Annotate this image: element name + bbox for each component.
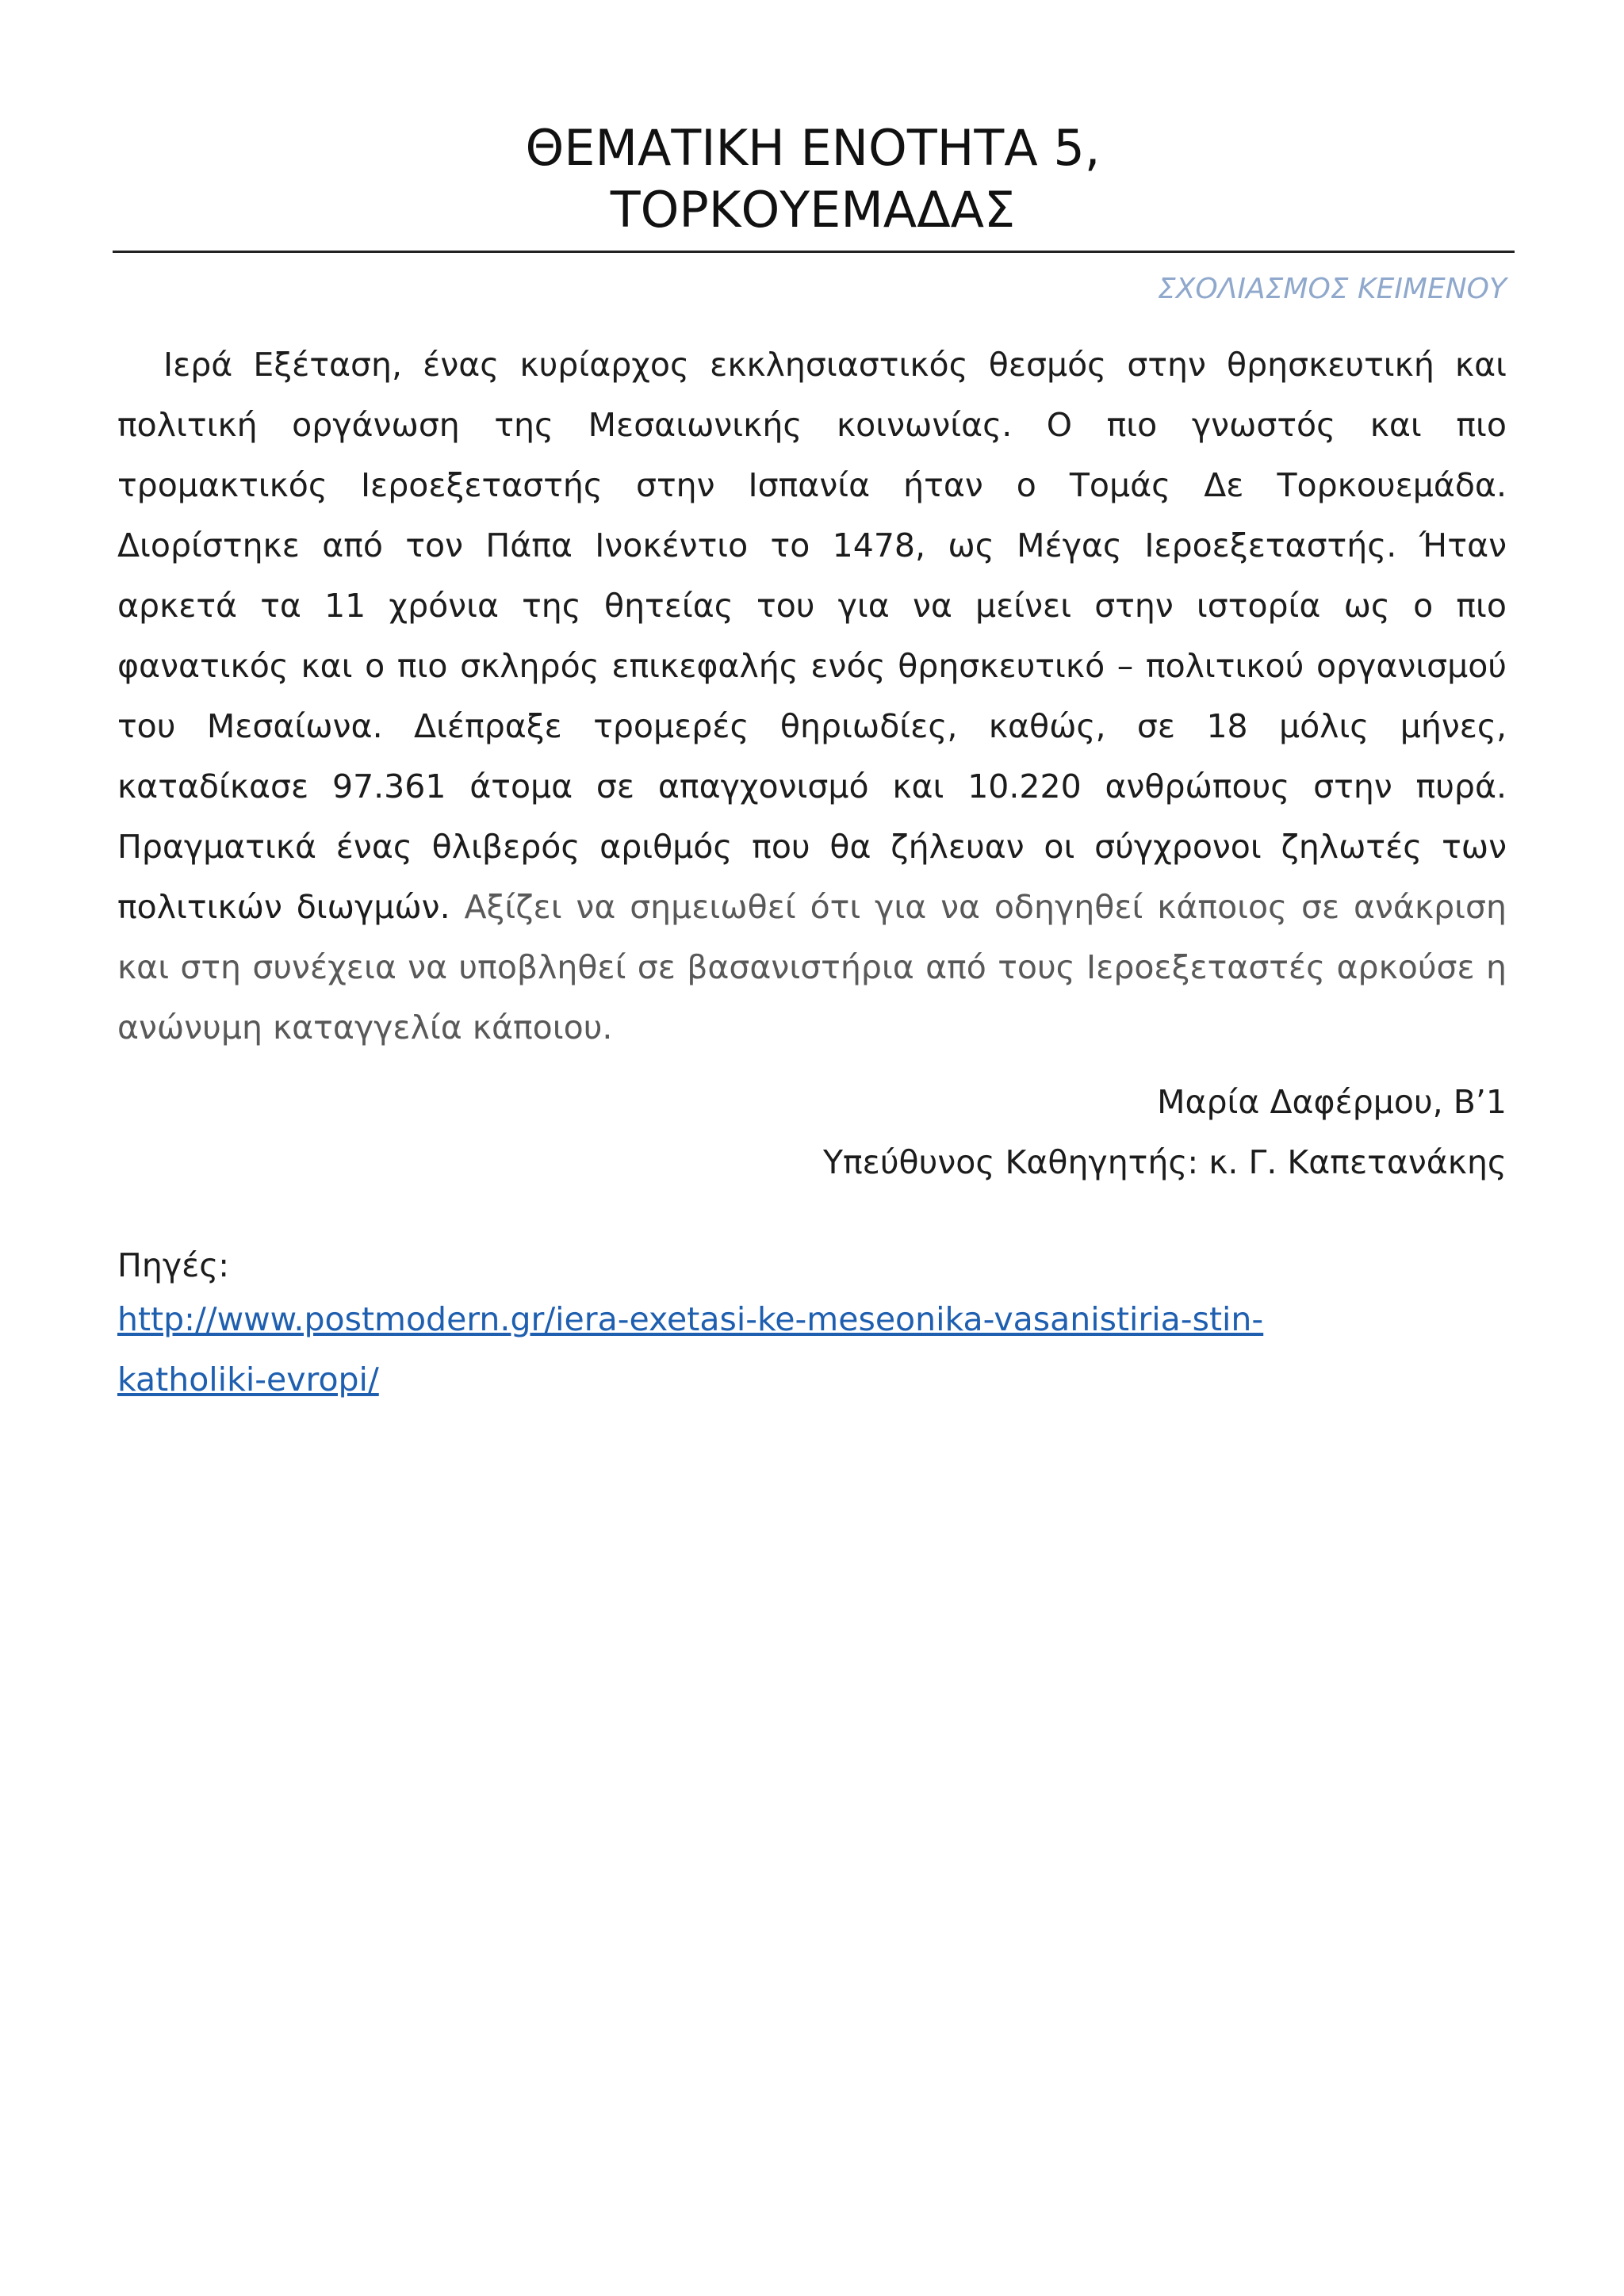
main-paragraph [117,335,1507,1058]
sources-label: Πηγές: [117,1246,230,1284]
source-url-line-2[interactable]: katholiki-evropi/ [117,1360,379,1399]
source-url-line-1[interactable]: http://www.postmodern.gr/iera-exetasi-ke-meseonika-vasanistiria-stin- [117,1300,1264,1338]
paragraph-main-text: Ιερά Εξέταση, ένας κυρίαρχος εκκλησιαστικός θεσμός στην θρησκευτική και πολιτική οργάνωση της Μεσαιωνικής κοινωνίας. Ο πιο γνωστός και πιο τρομακτικός Ιεροεξεταστής στην Ισπανία ήταν ο Τομάς Δε Τορκουεμάδα. Διορίστηκε από τον Πάπα Ινοκέντιο το 1478, ως Μέγας Ιεροεξεταστής. Ήταν αρκετά τα 11 χρόνια της θητείας του για να μείνει στην ιστορία ως ο πιο φανατικός και ο πιο σκληρός επικεφαλής ενός θρησκευτικό – πολιτικού οργανισμού του Μεσαίωνα. Διέπραξε τρομερές θηριωδίες, καθώς, σε 18 μόλις μήνες, καταδίκασε 97.361 άτομα σε απαγχονισμό και 10.220 ανθρώπους στην πυρά. Πραγματικά ένας θλιβερός αριθμός που θα ζήλευαν οι σύγχρονοι ζηλωτές των πολιτικών διωγμών. [117,346,1507,926]
teacher-name: Υπεύθυνος Καθηγητής: κ. Γ. Καπετανάκης [822,1143,1507,1181]
title-divider [113,251,1515,253]
paragraph-note-text: Αξίζει να σημειωθεί ότι για να οδηγηθεί κάποιος σε ανάκριση και στη συνέχεια να υποβληθεί σε βασανιστήρια από τους Ιεροεξεταστές αρκούσε η ανώνυμη καταγγελία κάποιου. [117,888,1507,1047]
author-name: Μαρία Δαφέρμου, Β’1 [1157,1083,1507,1121]
document-title [111,117,1515,241]
signature-block [823,1072,1507,1192]
section-category: ΣΧΟΛΙΑΣΜΟΣ ΚΕΙΜΕΝΟΥ [1158,273,1507,305]
source-link[interactable] [117,1289,1465,1410]
title-line-1: ΘΕΜΑΤΙΚΗ ΕΝΟΤΗΤΑ 5, [525,119,1101,177]
title-line-2: ΤΟΡΚΟΥΕΜΑΔΑΣ [610,181,1016,239]
